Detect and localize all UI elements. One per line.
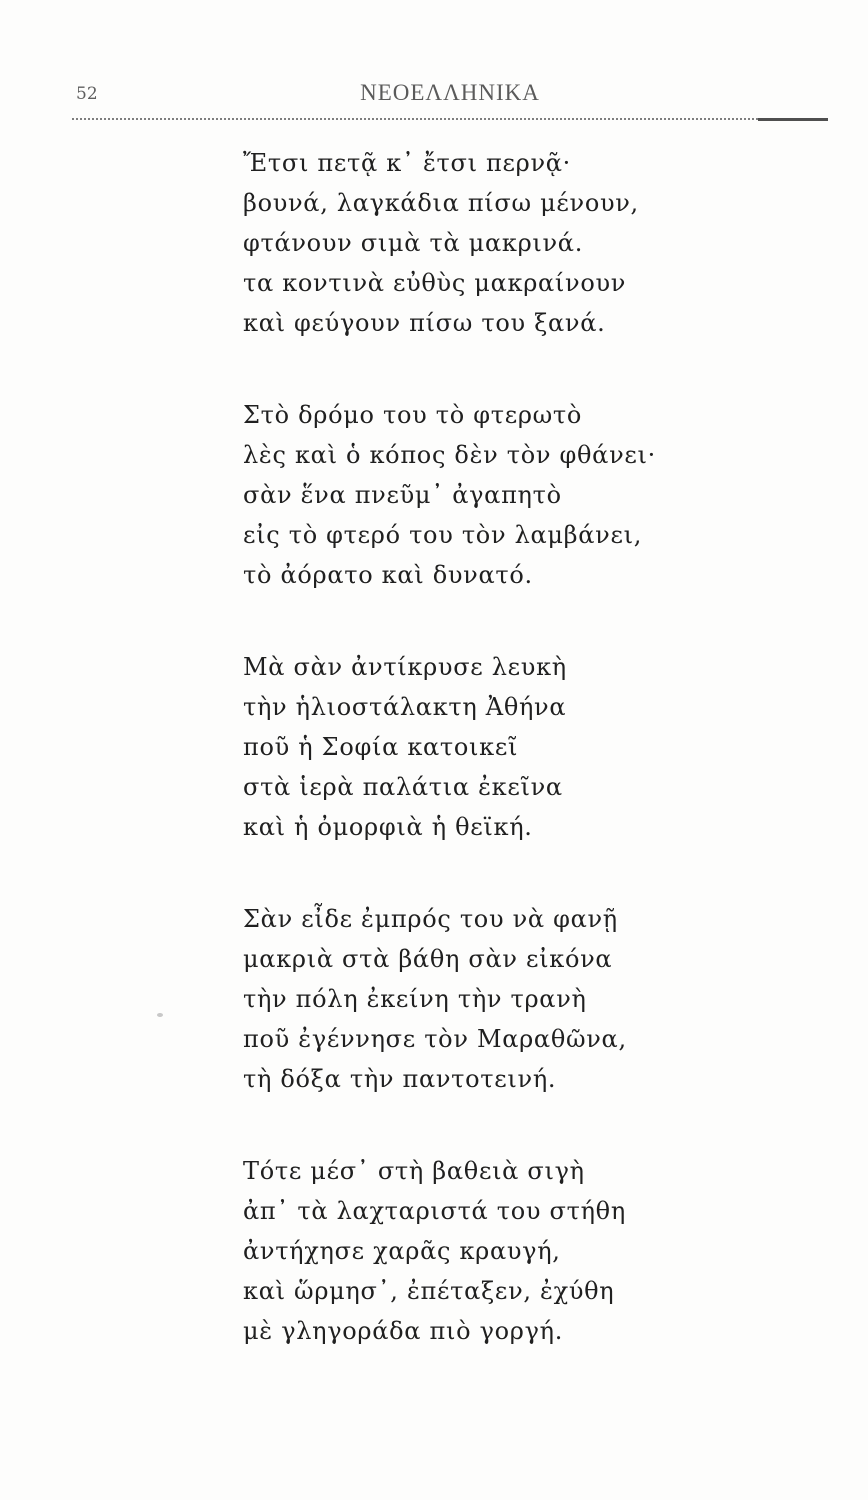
page-number: 52 xyxy=(76,84,98,104)
stanza-2 xyxy=(243,395,673,595)
poem-line: Τότε μέσ᾿ στὴ βαθειὰ σιγὴ xyxy=(243,1157,585,1185)
poem-line: καὶ ἡ ὀμορφιὰ ἡ θεϊκή. xyxy=(243,813,533,841)
poem-line: στὰ ἱερὰ παλάτια ἐκεῖνα xyxy=(243,773,563,801)
poem-line: Σὰν εἶδε ἐμπρός του νὰ φανῇ xyxy=(243,905,618,933)
header-rule xyxy=(72,118,826,120)
stanza-3 xyxy=(243,647,673,847)
poem-line: ἀντήχησε χαρᾶς κραυγή, xyxy=(243,1237,561,1265)
poem-text xyxy=(243,143,673,1403)
poem-line: βουνά, λαγκάδια πίσω μένουν, xyxy=(243,189,639,217)
stanza-1 xyxy=(243,143,673,343)
poem-line: τὴν πόλη ἐκείνη τὴν τρανὴ xyxy=(243,985,587,1013)
poem-line: ἀπ᾿ τὰ λαχταριστά του στήθη xyxy=(243,1197,626,1225)
poem-line: τα κοντινὰ εὐθὺς μακραίνουν xyxy=(243,269,627,297)
poem-line: καὶ ὥρμησ᾿, ἐπέταξεν, ἐχύθη xyxy=(243,1277,615,1305)
poem-line: ποῦ ἐγέννησε τὸν Μαραθῶνα, xyxy=(243,1025,627,1053)
poem-line: τὴν ἡλιοστάλακτη Ἀθήνα xyxy=(243,693,567,721)
poem-line: ποῦ ἡ Σοφία κατοικεῖ xyxy=(243,733,519,761)
running-title: ΝΕΟΕΛΛΗΝΙΚΑ xyxy=(360,80,540,105)
poem-line: τὸ ἀόρατο καὶ δυνατό. xyxy=(243,561,533,589)
poem-line: μὲ γληγοράδα πιὸ γοργή. xyxy=(243,1317,564,1345)
stanza-4 xyxy=(243,899,673,1099)
paper-speck xyxy=(157,1013,163,1017)
poem-line: Ἔτσι πετᾷ κ᾿ ἔτσι περνᾷ· xyxy=(243,149,571,177)
poem-line: σὰν ἕνα πνεῦμ᾿ ἀγαπητὸ xyxy=(243,481,562,509)
poem-line: μακριὰ στὰ βάθη σὰν εἰκόνα xyxy=(243,945,613,973)
poem-line: Στὸ δρόμο του τὸ φτερωτὸ xyxy=(243,401,583,429)
poem-line: τὴ δόξα τὴν παντοτεινή. xyxy=(243,1065,557,1093)
poem-line: εἰς τὸ φτερό του τὸν λαμβάνει, xyxy=(243,521,643,549)
poem-line: Μὰ σὰν ἀντίκρυσε λευκὴ xyxy=(243,653,567,681)
stanza-5 xyxy=(243,1151,673,1351)
poem-line: φτάνουν σιμὰ τὰ μακρινά. xyxy=(243,229,584,257)
poem-line: καὶ φεύγουν πίσω του ξανά. xyxy=(243,309,606,337)
poem-line: λὲς καὶ ὁ κόπος δὲν τὸν φθάνει· xyxy=(243,441,656,469)
page-header xyxy=(72,80,828,114)
